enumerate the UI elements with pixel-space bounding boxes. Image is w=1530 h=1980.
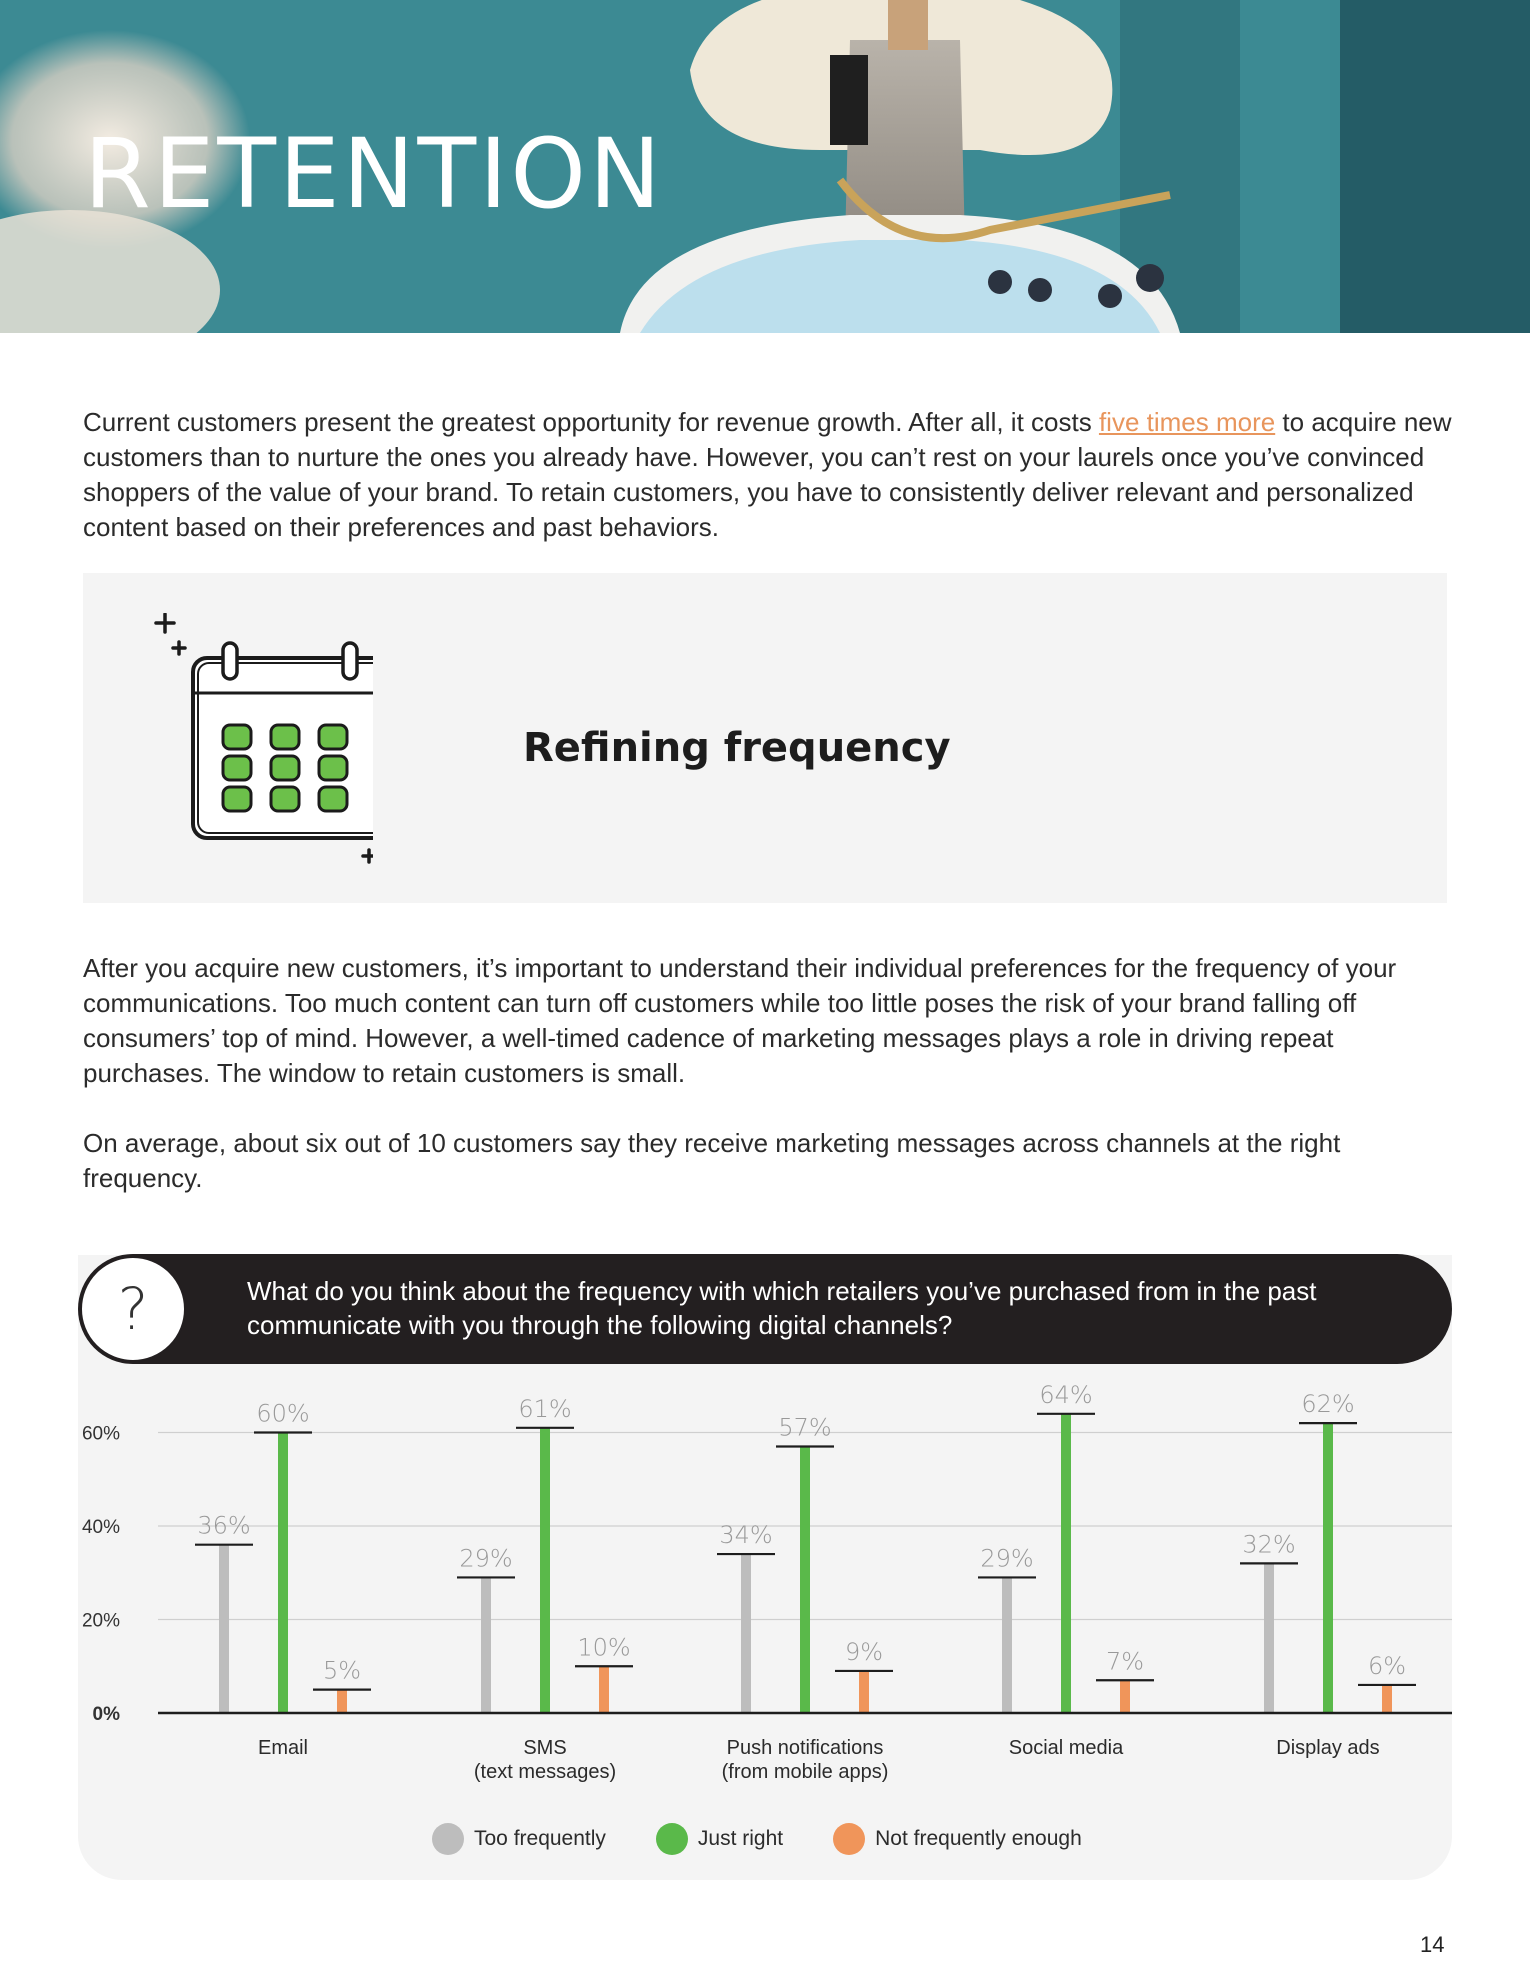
y-tick-label: 40% (81, 1517, 120, 1538)
x-category-label: (text messages) (473, 1761, 617, 1783)
data-label: 9% (844, 1637, 884, 1666)
x-category-label: (from mobile apps) (721, 1761, 889, 1783)
bar (337, 1690, 347, 1713)
legend-swatch-too-frequently (432, 1823, 464, 1855)
bar (219, 1545, 229, 1713)
bar (278, 1433, 288, 1714)
intro-text-after: to acquire new customers than to nurture the ones you already have. However, you can’t rest on your laurels once you’ve convinced shoppers of the value of your brand. To retain customers, you have to consistently deliver relevant and personalized content based on their preferences and past behaviors. (83, 407, 1452, 542)
bar (1323, 1423, 1333, 1713)
bar-chart (78, 1364, 1452, 1784)
bar (599, 1666, 609, 1713)
chart-legend (432, 1822, 1132, 1856)
question-mark-icon: ? (80, 1256, 186, 1362)
bar (859, 1671, 869, 1713)
data-label: 36% (197, 1511, 251, 1540)
bar (1002, 1577, 1012, 1713)
question-banner (78, 1254, 1452, 1364)
legend-label-not-frequently-enough: Not frequently enough (875, 1827, 1082, 1850)
body-paragraph-1: After you acquire new customers, it’s important to understand their individual preferences for the frequency of your communications. Too much content can turn off customers while too little poses the risk of your brand falling off consumers’ top of mind. However, a well-timed cadence of marketing messages plays a role in driving repeat purchases. The window to retain customers is small. (83, 953, 1397, 1088)
legend-item-not-frequently-enough (833, 1823, 1082, 1855)
x-category-label: Display ads (1276, 1737, 1380, 1759)
callout-box (83, 573, 1447, 903)
calendar-icon (143, 613, 373, 873)
data-label: 29% (459, 1544, 513, 1573)
legend-label-too-frequently: Too frequently (474, 1827, 606, 1850)
data-label: 60% (256, 1399, 310, 1428)
intro-text-before: Current customers present the greatest opportunity for revenue growth. After all, it costs (83, 407, 1099, 437)
legend-item-too-frequently (432, 1823, 606, 1855)
data-label: 64% (1039, 1380, 1093, 1409)
x-category-label: SMS (523, 1737, 567, 1759)
data-label: 62% (1301, 1390, 1355, 1419)
data-label: 34% (719, 1521, 773, 1550)
five-times-more-link[interactable]: five times more (1098, 407, 1276, 437)
bar (741, 1554, 751, 1713)
bar (481, 1577, 491, 1713)
bar (800, 1447, 810, 1713)
bar (1264, 1563, 1274, 1713)
bar (1120, 1680, 1130, 1713)
y-tick-label: 0% (92, 1704, 120, 1725)
bar (540, 1428, 550, 1713)
data-label: 29% (980, 1544, 1034, 1573)
bar (1382, 1685, 1392, 1713)
data-label: 5% (322, 1656, 362, 1685)
bar (1061, 1414, 1071, 1713)
x-category-label: Push notifications (726, 1737, 884, 1759)
page-title: RETENTION (84, 118, 664, 230)
question-text: What do you think about the frequency with which retailers you’ve purchased from in the past communicate with you through the following digital channels? (247, 1276, 1317, 1340)
legend-label-just-right: Just right (697, 1827, 784, 1850)
data-label: 57% (778, 1413, 832, 1442)
legend-swatch-not-frequently-enough (833, 1823, 865, 1855)
data-label: 7% (1105, 1647, 1145, 1676)
x-category-label: Social media (1008, 1737, 1124, 1759)
body-paragraph-2: On average, about six out of 10 customers say they receive marketing messages across channels at the right frequency. (83, 1128, 1341, 1193)
intro-paragraph (83, 405, 1453, 545)
hero-banner (0, 0, 1530, 333)
data-label: 61% (518, 1394, 572, 1423)
data-label: 6% (1367, 1651, 1407, 1680)
data-label: 32% (1242, 1530, 1296, 1559)
y-tick-label: 60% (81, 1423, 120, 1445)
data-label: 10% (577, 1633, 631, 1662)
y-tick-label: 20% (81, 1610, 120, 1632)
x-category-label: Email (257, 1737, 309, 1759)
callout-title: Refining frequency (523, 725, 951, 771)
legend-swatch-just-right (656, 1823, 688, 1855)
legend-item-just-right (656, 1823, 783, 1855)
page-number: 14 (1420, 1932, 1445, 1957)
